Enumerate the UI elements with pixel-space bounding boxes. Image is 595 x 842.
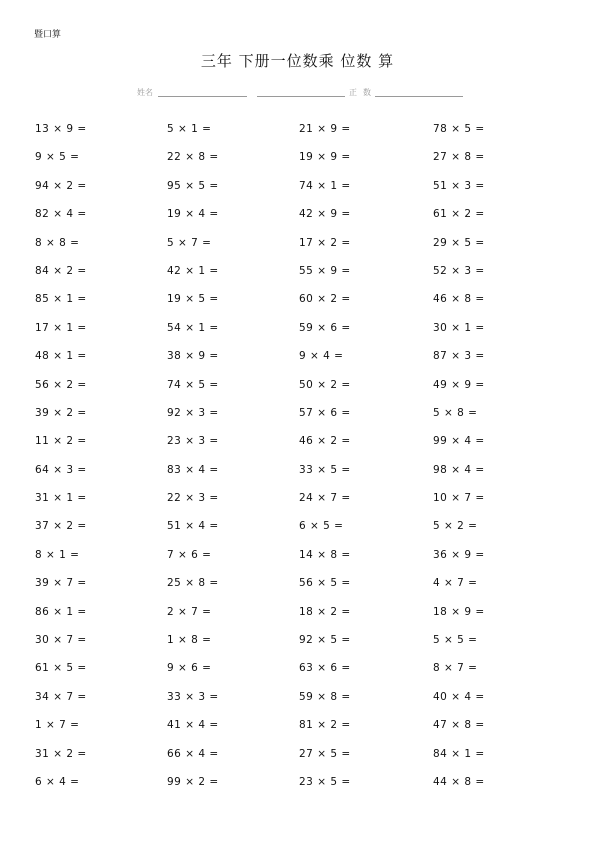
- problem-item: 1 × 7 =: [35, 719, 80, 732]
- problem-item: 19 × 9 =: [299, 151, 351, 164]
- problem-item: 34 × 7 =: [35, 690, 87, 703]
- problem-item: 17 × 2 =: [299, 236, 351, 249]
- problem-item: 42 × 1 =: [167, 264, 219, 277]
- problem-item: 63 × 6 =: [299, 662, 351, 675]
- problem-item: 94 × 2 =: [35, 179, 87, 192]
- problem-item: 87 × 3 =: [433, 350, 485, 363]
- problem-item: 14 × 8 =: [299, 548, 351, 561]
- problem-item: 9 × 5 =: [35, 151, 80, 164]
- problem-item: 41 × 4 =: [167, 719, 219, 732]
- problem-item: 25 × 8 =: [167, 577, 219, 590]
- problem-item: 33 × 5 =: [299, 463, 351, 476]
- problem-item: 82 × 4 =: [35, 208, 87, 221]
- problem-item: 19 × 5 =: [167, 293, 219, 306]
- problem-item: 18 × 9 =: [433, 605, 485, 618]
- problem-item: 5 × 5 =: [433, 634, 478, 647]
- page-title: 三年 下册一位数乘 位数 算: [200, 52, 395, 70]
- problem-item: 27 × 8 =: [433, 151, 485, 164]
- problem-item: 49 × 9 =: [433, 378, 485, 391]
- problem-item: 51 × 3 =: [433, 179, 485, 192]
- score-label-2: 数: [363, 88, 371, 97]
- problem-item: 59 × 8 =: [299, 690, 351, 703]
- problem-item: 74 × 1 =: [299, 179, 351, 192]
- problem-item: 46 × 8 =: [433, 293, 485, 306]
- problem-item: 99 × 2 =: [167, 775, 219, 788]
- problem-item: 24 × 7 =: [299, 492, 351, 505]
- problem-item: 60 × 2 =: [299, 293, 351, 306]
- problem-item: 95 × 5 =: [167, 179, 219, 192]
- problem-item: 81 × 2 =: [299, 719, 351, 732]
- problem-item: 1 × 8 =: [167, 634, 212, 647]
- problem-item: 30 × 1 =: [433, 321, 485, 334]
- problem-item: 21 × 9 =: [299, 123, 351, 135]
- corner-label: 暨口算: [34, 30, 62, 40]
- problem-item: 22 × 3 =: [167, 492, 219, 505]
- problem-item: 92 × 3 =: [167, 406, 219, 419]
- problem-item: 55 × 9 =: [299, 264, 351, 277]
- problem-item: 36 × 9 =: [433, 548, 485, 561]
- problem-item: 23 × 5 =: [299, 775, 351, 788]
- problem-item: 8 × 1 =: [35, 548, 80, 561]
- problem-item: 98 × 4 =: [433, 463, 485, 476]
- problem-item: 9 × 4 =: [299, 350, 344, 363]
- score-label-1: 正: [349, 88, 357, 97]
- problem-item: 56 × 2 =: [35, 378, 87, 391]
- problem-item: 23 × 3 =: [167, 435, 219, 448]
- problem-item: 64 × 3 =: [35, 463, 87, 476]
- problem-item: 86 × 1 =: [35, 605, 87, 618]
- problem-item: 5 × 2 =: [433, 520, 478, 533]
- problem-item: 13 × 9 =: [35, 123, 87, 135]
- name-label: 姓名: [137, 88, 153, 97]
- problem-item: 31 × 1 =: [35, 492, 87, 505]
- problem-item: 54 × 1 =: [167, 321, 219, 334]
- problem-item: 84 × 1 =: [433, 747, 485, 760]
- problem-column-3: [299, 121, 351, 802]
- problem-item: 74 × 5 =: [167, 378, 219, 391]
- problem-item: 47 × 8 =: [433, 719, 485, 732]
- problem-column-4: [433, 121, 485, 802]
- problem-item: 61 × 5 =: [35, 662, 87, 675]
- problem-item: 37 × 2 =: [35, 520, 87, 533]
- problem-item: 52 × 3 =: [433, 264, 485, 277]
- problem-item: 5 × 1 =: [167, 123, 212, 135]
- problem-item: 85 × 1 =: [35, 293, 87, 306]
- problem-item: 38 × 9 =: [167, 350, 219, 363]
- problem-item: 51 × 4 =: [167, 520, 219, 533]
- problem-item: 48 × 1 =: [35, 350, 87, 363]
- problem-item: 57 × 6 =: [299, 406, 351, 419]
- problem-item: 17 × 1 =: [35, 321, 87, 334]
- problem-item: 27 × 5 =: [299, 747, 351, 760]
- problem-item: 99 × 4 =: [433, 435, 485, 448]
- problem-item: 46 × 2 =: [299, 435, 351, 448]
- problem-item: 11 × 2 =: [35, 435, 87, 448]
- problem-item: 40 × 4 =: [433, 690, 485, 703]
- problem-item: 8 × 7 =: [433, 662, 478, 675]
- problem-item: 66 × 4 =: [167, 747, 219, 760]
- problem-item: 39 × 7 =: [35, 577, 87, 590]
- problem-item: 56 × 5 =: [299, 577, 351, 590]
- problem-item: 8 × 8 =: [35, 236, 80, 249]
- problem-item: 61 × 2 =: [433, 208, 485, 221]
- problem-item: 29 × 5 =: [433, 236, 485, 249]
- problem-item: 31 × 2 =: [35, 747, 87, 760]
- problem-item: 83 × 4 =: [167, 463, 219, 476]
- problem-item: 59 × 6 =: [299, 321, 351, 334]
- problem-item: 18 × 2 =: [299, 605, 351, 618]
- problem-item: 9 × 6 =: [167, 662, 212, 675]
- problem-item: 5 × 7 =: [167, 236, 212, 249]
- problem-item: 92 × 5 =: [299, 634, 351, 647]
- problem-item: 6 × 4 =: [35, 775, 80, 788]
- problem-item: 50 × 2 =: [299, 378, 351, 391]
- problem-item: 2 × 7 =: [167, 605, 212, 618]
- problem-item: 19 × 4 =: [167, 208, 219, 221]
- problem-item: 42 × 9 =: [299, 208, 351, 221]
- problem-item: 10 × 7 =: [433, 492, 485, 505]
- problem-item: 33 × 3 =: [167, 690, 219, 703]
- problem-item: 84 × 2 =: [35, 264, 87, 277]
- problem-item: 5 × 8 =: [433, 406, 478, 419]
- problem-item: 4 × 7 =: [433, 577, 478, 590]
- problem-item: 44 × 8 =: [433, 775, 485, 788]
- problem-column-1: [35, 121, 87, 802]
- problem-item: 39 × 2 =: [35, 406, 87, 419]
- problem-item: 78 × 5 =: [433, 123, 485, 135]
- problem-item: 22 × 8 =: [167, 151, 219, 164]
- problem-item: 6 × 5 =: [299, 520, 344, 533]
- problem-item: 30 × 7 =: [35, 634, 87, 647]
- problem-column-2: [167, 121, 219, 802]
- problem-item: 7 × 6 =: [167, 548, 212, 561]
